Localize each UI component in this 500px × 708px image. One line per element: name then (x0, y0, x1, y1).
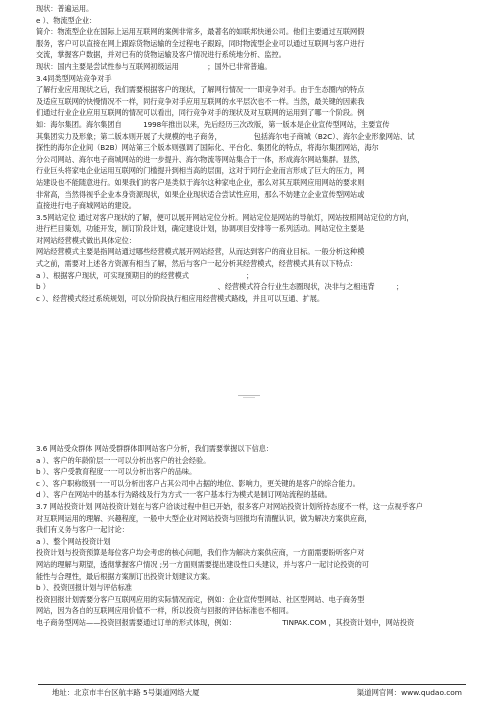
text-line: 能性与合理性，最后根据方案制订出投资计划建议方案。 (36, 571, 215, 581)
text-line: c ）、经营模式经过系统规划，可以分阶段执行相应用经营模式路线，并且可以互通、扩展。 (36, 293, 325, 303)
text-line: d ）、客户在网站中的基本行为路线及行为方式一一客户基本行为模式是制订网站流程的基础。 (36, 490, 332, 500)
text-line: 行业巨头将家电企业运用互联网的门槛提升到相当高的层面，这对于同行企业而言形成了巨大的压力，网 (36, 166, 365, 176)
footer-address: 地址：北京市丰台区航丰路 5号渠道网络大厦 (52, 688, 200, 697)
footer-website: 渠道网官网：www.qudao.com (356, 688, 462, 697)
text-line: a ）、整个网站投资计划 (36, 536, 111, 546)
text-line: b ） 、经营模式符合行业生态圈现状，决非与之相违背 ； (36, 282, 404, 292)
text-line: 进行栏目策划，功能开发，制订阶段计划，确定建设计划，协调项目安排等一系列活动。网站定位主要是 (36, 224, 365, 234)
section-bottom (36, 443, 470, 629)
text-line: 探性的海尔企业间（B2B）网站第三个版本则强调了国际化、平台化、集团化的特点，将海尔集团网站，海尔 (36, 143, 379, 153)
text-line: 非常高，当然得视乎企业本身资源现状，如果企业现状适合尝试性应用，那么不妨建立企业宣传型网站或 (36, 189, 365, 199)
text-line: 现状：普遍运用。 (36, 4, 94, 13)
text-line: 我们有义务与客户一起讨论： (36, 525, 129, 535)
text-line: 投资计划与投资预算是每位客户均会考虑的核心问题，我们作为解决方案供应商，一方面需要盼听客户对 (36, 548, 365, 558)
text-line: 3.4同类型网站竞争对手 (36, 73, 112, 83)
text-line: c ）、客户职称级别一一可以分析出客户占其公司中占据的地位、影响力，更关键的是客户的综合能力。 (36, 478, 360, 488)
text-line: 现状：国内主要是尝试性参与互联网初级运用 ；国外已非常普遍。 (36, 61, 272, 71)
text-line: 简介：物流型企业在国际上运用互联网的案例非常多，最著名的如联邦快递公司。他们主要通过互联网假 (36, 27, 365, 37)
text-line: 对互联网运用的理解、兴趣程度，一般中大型企业对网站投资与回报均有清醒认识，做为解决方案供应商， (36, 513, 372, 523)
text-line: 电子商务型网站——投资回报需要通过订单的形式体现，例如： TINPAK.COM ，其投资计划中，网站投资 (36, 617, 415, 627)
text-line: 站建设也不能随意进行。如果我们的客户是类似于海尔这种家电企业，那么对其互联网应用网站的要求则 (36, 177, 365, 187)
text-line: 3.7 网站投资计划 网站投资计划在与客户洽谈过程中但已开始，很多客户对网站投资计划所持态度不一样，这一点视乎客户 (36, 501, 423, 511)
text-line: a ）、根据客户现状，可实现预期目的的经营模式 ； (36, 270, 254, 280)
text-line: 直接进行电子商城网站的建设。 (36, 201, 136, 211)
page-break-mark-inner (243, 397, 255, 398)
text-line: 3.5网站定位 通过对客户现状的了解，便可以展开网站定位分析。网站定位是网站的导航灯，网站按照网站定位的方向， (36, 212, 414, 222)
text-line: 交流，掌握客户数据，并对已有的货物运输及客户情况进行系统地分析、监控。 (36, 50, 286, 60)
text-line: 了解行业应用现状之后，我们需要根据客户的现状，了解网行情况一一即竞争对手。由于生态圈内的特点 (36, 85, 365, 95)
text-line: 网站经营模式主要是指网站通过哪些经营模式展开网站经营，从而达到客户的商业目标。一般分析这种模 (36, 247, 365, 257)
text-line: 其集团实力及形象；第二版本则开展了大规模的电子商务， 包括海尔电子商城（B2C）、海尔企业形象网站、试 (36, 131, 415, 141)
text-line: 服务，客户可以直接在网上跟踪货物运输的全过程电子跟踪，同时物流型企业可以通过互联网与客户进行 (36, 38, 365, 48)
text-line: 网站，因为各自的互联网应用价值不一样，所以投资与回报的评估标准也不相同。 (36, 606, 293, 616)
page-break-mark (238, 395, 260, 396)
text-line: 们通过行业企业应用互联网的情况可以看出，同行竞争对手的现状及对互联网的运用到了哪一个阶段。例 (36, 108, 365, 118)
text-line: 式之前，需要对上述各方资源有相当了解，然后与客户一起分析其经营模式，经营模式具有以下特点： (36, 259, 358, 269)
text-line: 对网站经营模式做出具体定位： (36, 235, 136, 245)
section-top (36, 3, 470, 304)
text-line: e ）、物流型企业： (36, 15, 97, 25)
text-line: 分公司网站、海尔电子商城网站的进一步提升、海尔物流等网站集合于一体，形成海尔网站集群。显然， (36, 154, 365, 164)
text-line: 及适应互联网的快慢情况不一样，同行竞争对手应用互联网的水平层次也不一样。当然，最关键的因素我 (36, 96, 365, 106)
text-line: b ）、投资回报计划与评估标准 (36, 583, 132, 593)
text-line: 3.6 网站受众群体 网站受群群体即网站客户分析，我们需要掌握以下信息： (36, 444, 274, 453)
text-line: 网站的理解与期望，透彻掌握客户情况 ;另一方面则需要提出建设性口头建议，并与客户一起讨论投资的可 (36, 559, 369, 569)
text-line: 投资回报计划需要分客户互联网应用的实际情况而定，例如：企业宣传型网站、社区型网站、电子商务型 (36, 594, 365, 604)
text-line: a ）、客户的年龄阶层一一可以分析出客户的社会经验。 (36, 455, 211, 465)
page-footer (38, 684, 466, 701)
text-line: 如：海尔集团。海尔集团自 1998年推出以来，先后经历三次改版，第一版本是企业宣传型网站，主要宣传 (36, 119, 390, 129)
text-line: b ）、客户受教育程度一一可以分析出客户的品味。 (36, 467, 197, 477)
